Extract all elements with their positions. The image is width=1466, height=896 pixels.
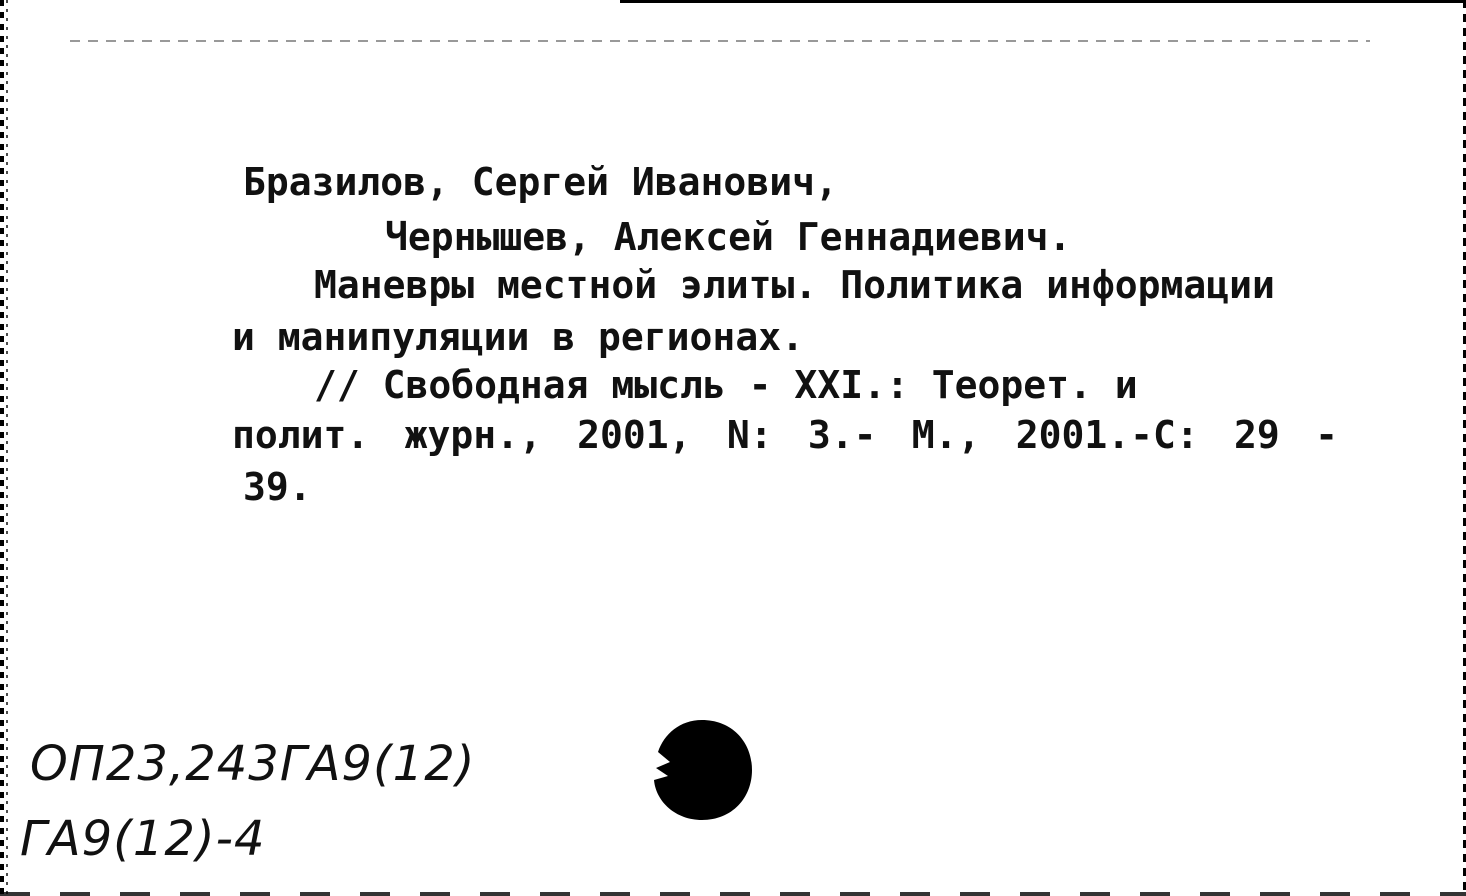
shelfmark-line-1: ОП23,243ГА9(12) <box>30 736 476 792</box>
author-primary: Бразилов, Сергей Иванович, <box>243 160 838 204</box>
scan-edge-top <box>620 0 1466 3</box>
source-line-3: 39. <box>243 465 312 509</box>
author-secondary: Чернышев, Алексей Геннадиевич. <box>385 215 1072 259</box>
source-line-2: полит. журн., 2001, N: 3.- М., 2001.-С: 29 - <box>232 413 1338 457</box>
scan-edge-left <box>0 0 4 896</box>
card-top-rule <box>70 40 1370 42</box>
source-line-1: // Свободная мысль - XXI.: Теорет. и <box>314 363 1138 407</box>
title-line-1: Маневры местной элиты. Политика информации <box>314 263 1275 307</box>
scan-edge-bottom <box>0 892 1466 896</box>
shelfmark-line-2: ГА9(12)-4 <box>20 811 266 867</box>
punch-hole <box>650 718 754 822</box>
scan-edge-left-inner <box>6 0 8 896</box>
title-line-2: и манипуляции в регионах. <box>232 315 804 359</box>
